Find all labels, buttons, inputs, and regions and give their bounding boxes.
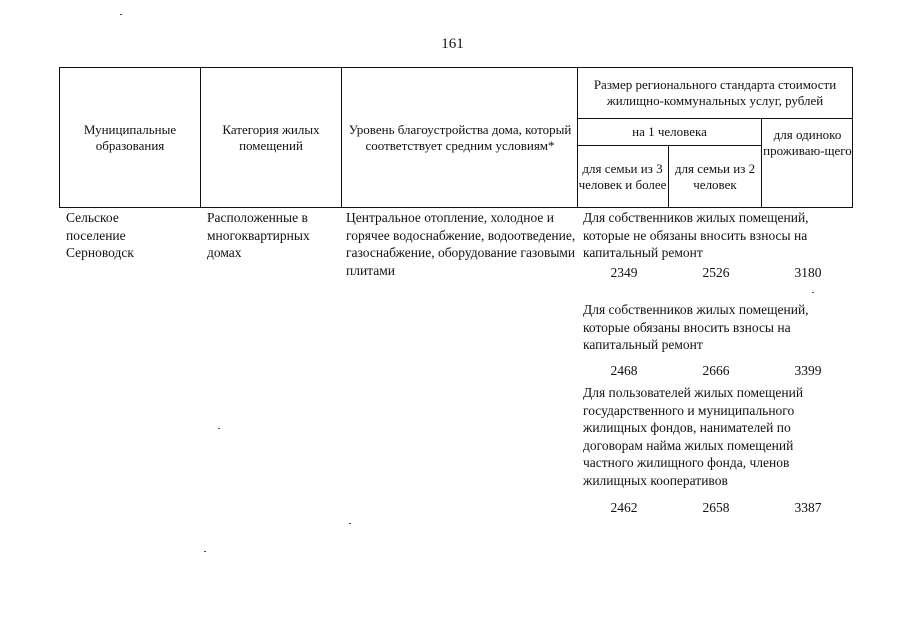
header-family3: для семьи из 3 человек и более [578, 160, 667, 192]
group-label: Для собственников жилых помещений, которые не обязаны вносить взносы на капитальный ремонт [583, 210, 809, 260]
value-family3: 2349 [610, 265, 638, 280]
header-per-person: на 1 человека [632, 124, 707, 139]
page-number: 161 [441, 36, 464, 52]
row-municipality: Сельское поселение Серноводск [66, 210, 134, 260]
header-family2: для семьи из 2 человек [674, 160, 756, 192]
header-standard: Размер регионального стандарта стоимости жилищно-коммунальных услуг, рублей [593, 76, 837, 108]
col-sep-single [761, 118, 762, 208]
row-amenities: Центральное отопление, холодное и горячее водоснабжение, водоотведение, газоснабжение, оборудование газовыми плитами [346, 210, 576, 278]
row-category: Расположенные в многоквартирных домах [207, 210, 310, 260]
scan-speck [218, 428, 220, 429]
scan-speck [349, 523, 351, 524]
border-right [852, 67, 853, 208]
header-amenities: Уровень благоустройства дома, который соответствует средним условиям* [348, 121, 572, 153]
col-sep-family [668, 145, 669, 208]
value-family3: 2462 [610, 500, 638, 515]
value-single: 3180 [794, 265, 822, 280]
value-single: 3387 [794, 500, 822, 515]
scan-speck [120, 14, 122, 15]
value-family2: 2666 [702, 363, 730, 378]
col-sep-1 [200, 67, 201, 208]
col-sep-2 [341, 67, 342, 208]
scan-speck [204, 551, 206, 552]
header-single: для одиноко проживаю-щего [763, 127, 852, 158]
group-label: Для собственников жилых помещений, которые обязаны вносить взносы на капитальный ремонт [583, 302, 809, 352]
group-label: Для пользователей жилых помещений государственного и муниципального жилищных фондов, нанимателей по договорам найма жилых помещений частного жилищного фонда, членов жилищных кооперативов [583, 385, 804, 488]
value-family2: 2526 [702, 265, 730, 280]
header-municipality: Муниципальные образования [83, 121, 177, 153]
header-category: Категория жилых помещений [222, 121, 320, 153]
value-single: 3399 [794, 363, 822, 378]
value-family2: 2658 [702, 500, 730, 515]
scan-speck [812, 292, 814, 293]
table-header [59, 67, 853, 208]
value-family3: 2468 [610, 363, 638, 378]
border-left [59, 67, 60, 208]
